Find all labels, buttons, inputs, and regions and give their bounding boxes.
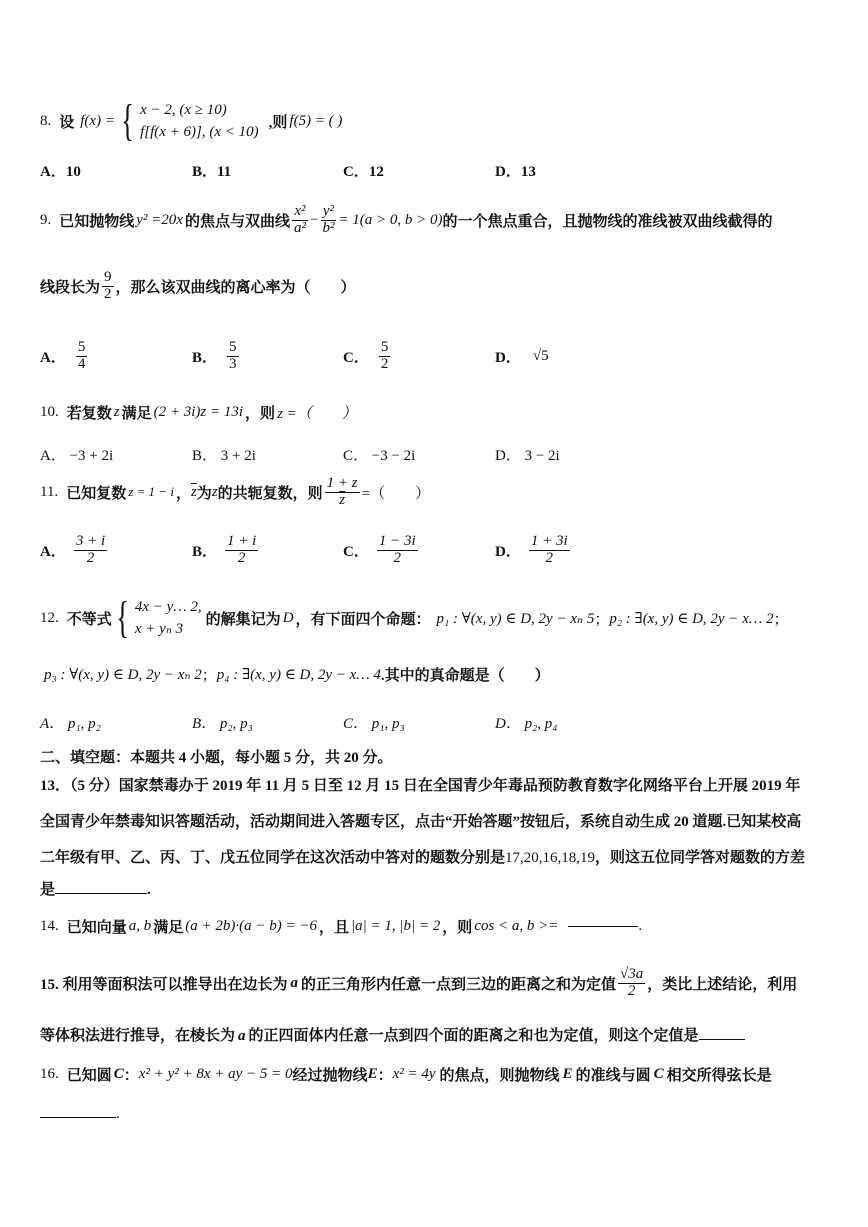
q8-option-d: D．13 — [495, 164, 536, 180]
q13-line4: 是 . — [40, 882, 151, 898]
q8-option-c: C．12 — [343, 164, 384, 180]
question-11: 11. 已知复数 z = 1 − i ， $\overline{z}$ 为 z 的共轭复数，则 $\frac{1 + z}{z}$ =（ ） — [40, 474, 431, 508]
q15-line2: 等体积法进行推导，在棱长为 a 的正四面体内任意一点到四个面的距离之和也为定值，则这个定值是 — [40, 1024, 745, 1045]
q9-text2: 的焦点与双曲线 — [184, 213, 290, 230]
q10-number: 10. — [40, 404, 59, 420]
question-10: 10. 若复数 z 满足 (2 + 3i)z = 13i ，则 z =（ ） — [40, 404, 357, 422]
q9-line2 — [40, 264, 356, 308]
q8-case1: x − 2, (x ≥ 10) — [140, 101, 227, 118]
q12-p1: p₁ : ∀(x, y) ∈ D, 2y − xₙ 5 — [436, 610, 595, 627]
q8-option-b: B．11 — [192, 164, 232, 180]
q8-number: 8. — [40, 112, 52, 129]
q12-p3: p₃ : ∀(x, y) ∈ D, 2y − xₙ 2 — [44, 667, 202, 683]
q11-option-c: C． $\frac{1 - 3i}{2}$ — [343, 532, 416, 566]
q8-fx: f(x) = — [80, 112, 115, 129]
q8-tail: ,则 — [268, 114, 288, 131]
q8-case2: f[f(x + 6)], (x < 10) — [140, 124, 259, 140]
q12-number: 12. — [40, 609, 59, 626]
q9-hyperbola-y: $\frac{\text{y²}}{\text{b²}}$ — [322, 202, 335, 236]
q8-lead: 设 — [59, 114, 75, 131]
q9-text3: 的一个焦点重合，且抛物线的准线被双曲线截得的 — [442, 213, 773, 230]
q10-option-b: B． 3 + 2i — [192, 448, 256, 464]
q11-option-b: B． $\frac{1 + i}{2}$ — [192, 532, 257, 566]
q9-option-b: B． $\frac{5}{3}$ — [192, 338, 237, 372]
q13-line1: 13．（5 分）国家禁毒办于 2019 年 11 月 5 日至 12 月 15 日在全国青少年毒品预防教育数字化网络平台上开展 2019 年 — [40, 778, 801, 794]
q12-option-c: C． p₁, p₃ — [343, 716, 405, 732]
q14-answer-blank[interactable] — [568, 926, 638, 927]
question-9 — [40, 198, 773, 242]
q12-system: { 4x − y… 2, x + yₙ 3 — [115, 593, 202, 642]
q11-number: 11. — [40, 483, 59, 500]
q11-option-d: D． $\frac{1 + 3i}{2}$ — [495, 532, 568, 566]
q9-length-fraction: $\frac{9}{2}$ — [104, 268, 112, 302]
q10-option-a: A． −3 + 2i — [40, 448, 114, 464]
q9-hyperbola-minus: − — [309, 211, 319, 228]
q12-option-b: B． p₂, p₃ — [192, 716, 253, 732]
q12-p2: p₂ : ∃(x, y) ∈ D, 2y − x… 2 — [609, 610, 774, 627]
question-15: 15. 利用等面积法可以推导出在边长为 a 的正三角形内任意一点到三边的距离之和为定值 $\frac{√3a}{2}$ ，类比上述结论，利用 — [40, 965, 798, 999]
q10-option-d: D． 3 − 2i — [495, 448, 560, 464]
q16-answer-blank[interactable] — [40, 1117, 116, 1118]
q9-option-c: C． $\frac{5}{2}$ — [343, 338, 389, 372]
q8-ask: f(5) = ( ) — [289, 112, 343, 129]
q9-option-a: A． $\frac{5}{4}$ — [40, 338, 86, 372]
question-16: 16. 已知圆 C ： x² + y² + 8x + ay − 5 = 0 经过抛物线 E ： x² = 4y 的焦点，则抛物线 E 的准线与圆 C 相交所得弦长是 — [40, 1066, 772, 1084]
q11-fraction: $\frac{1 + z}{z}$ — [326, 474, 358, 508]
q13-line2: 全国青少年禁毒知识答题活动，活动期间进入答题专区，点击“开始答题”按钮后，系统自动生成 20 道题.已知某校高 — [40, 814, 802, 830]
q9-text1: 已知抛物线 — [59, 213, 135, 230]
question-8 — [40, 96, 342, 146]
q8-option-a: A．10 — [40, 164, 81, 180]
q9-hyperbola-x: $\frac{\text{x²}}{\text{a²}}$ — [293, 202, 306, 236]
q9-hyperbola-condition: = 1(a > 0, b > 0) — [338, 211, 443, 228]
q16-number: 16. — [40, 1066, 59, 1082]
question-14: 14. 已知向量 a, b 满足 (a + 2b)·(a − b) = −6 ，且 |a| = 1, |b| = 2 ，则 cos < a, b >= . — [40, 918, 643, 936]
q15-answer-blank[interactable] — [699, 1039, 745, 1040]
q9-number: 9. — [40, 211, 52, 228]
q16-answer-line: . — [40, 1106, 120, 1123]
q9-option-d: D． √5 — [495, 347, 549, 366]
question-12: 12. 不等式 { 4x − y… 2, x + yₙ 3 的解集记为 D ，有下面四个命题： p₁ : ∀(x, y) ∈ D, 2y − xₙ 5 ； p₂ : ∃(x, y) ∈ D, 2y − x… 2 ； — [40, 593, 789, 642]
q12-option-d: D． p₂, p₄ — [495, 716, 558, 732]
q9-line2-b: ，那么该双曲线的离心率为（ ） — [115, 279, 356, 296]
q13-answer-blank[interactable] — [55, 893, 147, 894]
q9-line2-a: 线段长为 — [40, 279, 101, 296]
q13-line3: 二年级有甲、乙、丙、丁、戊五位同学在这次活动中答对的题数分别是17,20,16,18,19，则这五位同学答对题数的方差 — [40, 850, 806, 866]
q12-p4: p₄ : ∃(x, y) ∈ D, 2y − x… 4 — [216, 667, 381, 683]
section-2-heading: 二、填空题：本题共 4 小题，每小题 5 分，共 20 分。 — [40, 750, 393, 766]
q12-line2: p₃ : ∀(x, y) ∈ D, 2y − xₙ 2 ； p₄ : ∃(x, y) ∈ D, 2y − x… 4 .其中的真命题是（ ） — [44, 667, 550, 684]
q10-option-c: C． −3 − 2i — [343, 448, 416, 464]
q11-option-a: A． $\frac{3 + i}{2}$ — [40, 532, 106, 566]
q9-parabola: y² =20x — [136, 211, 183, 228]
q14-number: 14. — [40, 918, 59, 934]
q12-option-a-text: A． p₁, p₂ — [40, 716, 101, 732]
q8-piecewise: { x − 2, (x ≥ 10) f[f(x + 6)], (x < 10) — [121, 96, 259, 145]
q15-fraction: $\frac{√3a}{2}$ — [620, 965, 644, 999]
